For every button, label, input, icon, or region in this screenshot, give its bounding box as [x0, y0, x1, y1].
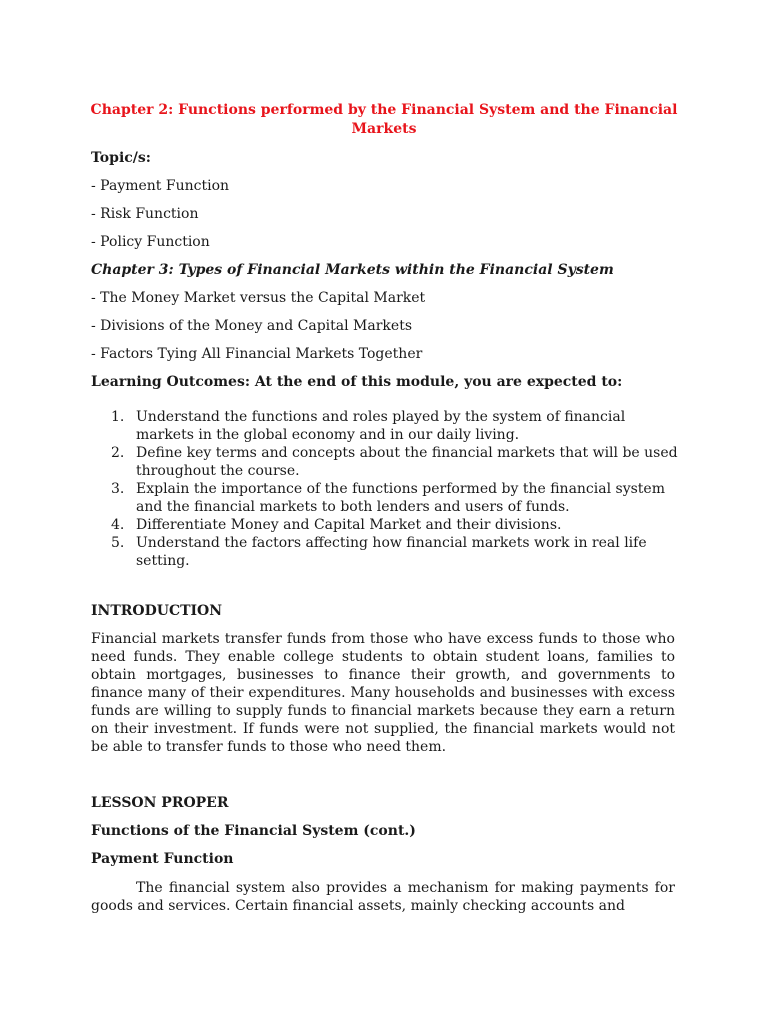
list-item [91, 534, 681, 570]
list-item-number: 4. [111, 517, 125, 533]
list-item-text: Understand the factors affecting how financial markets work in real life setting. [136, 535, 647, 569]
learning-outcomes-heading: Learning Outcomes: At the end of this module, you are expected to: [91, 374, 623, 390]
list-item [91, 480, 681, 516]
list-item-text: Understand the functions and roles played by the system of financial markets in the global economy and in our daily living. [136, 409, 626, 443]
list-item-number: 5. [111, 535, 125, 551]
chapter-3-title: Chapter 3: Types of Financial Markets within the Financial System [91, 262, 614, 278]
lesson-proper-heading: LESSON PROPER [91, 795, 229, 811]
introduction-paragraph: Financial markets transfer funds from those who have excess funds to those who need funds. They enable college students to obtain student loans, families to obtain mortgages, businesses to finance their growth, and governments to finance many of their expenditures. Many households and businesses with excess funds are willing to supply funds to financial markets because they earn a return on their investment. If funds were not supplied, the financial markets would not be able to transfer funds to those who need them. [91, 631, 675, 755]
functions-heading: Functions of the Financial System (cont.) [91, 823, 416, 839]
payment-function-paragraph: The financial system also provides a mechanism for making payments for goods and services. Certain financial assets, mainly checking accounts and [91, 880, 675, 914]
chapter-3-topic-item: - Divisions of the Money and Capital Markets [91, 318, 413, 334]
chapter-2-title: Chapter 2: Functions performed by the Financial System and the Financial Markets [90, 102, 678, 137]
list-item [91, 444, 681, 480]
learning-outcomes-list [91, 408, 681, 570]
chapter-3-topic-item: - The Money Market versus the Capital Market [91, 290, 426, 306]
topics-heading: Topic/s: [91, 150, 151, 166]
list-item [91, 516, 681, 534]
list-item-number: 1. [111, 409, 125, 425]
topic-item: - Risk Function [91, 206, 199, 222]
list-item-text: Differentiate Money and Capital Market and their divisions. [136, 517, 562, 533]
topic-item: - Policy Function [91, 234, 210, 250]
list-item-number: 2. [111, 445, 125, 461]
list-item-number: 3. [111, 481, 125, 497]
list-item [91, 408, 681, 444]
list-item-text: Explain the importance of the functions performed by the financial system and the financial markets to both lenders and users of funds. [136, 481, 665, 515]
payment-function-heading: Payment Function [91, 851, 234, 867]
list-item-text: Define key terms and concepts about the financial markets that will be used throughout the course. [136, 445, 678, 479]
topic-item: - Payment Function [91, 178, 230, 194]
introduction-heading: INTRODUCTION [91, 603, 223, 619]
chapter-3-topic-item: - Factors Tying All Financial Markets Together [91, 346, 423, 362]
